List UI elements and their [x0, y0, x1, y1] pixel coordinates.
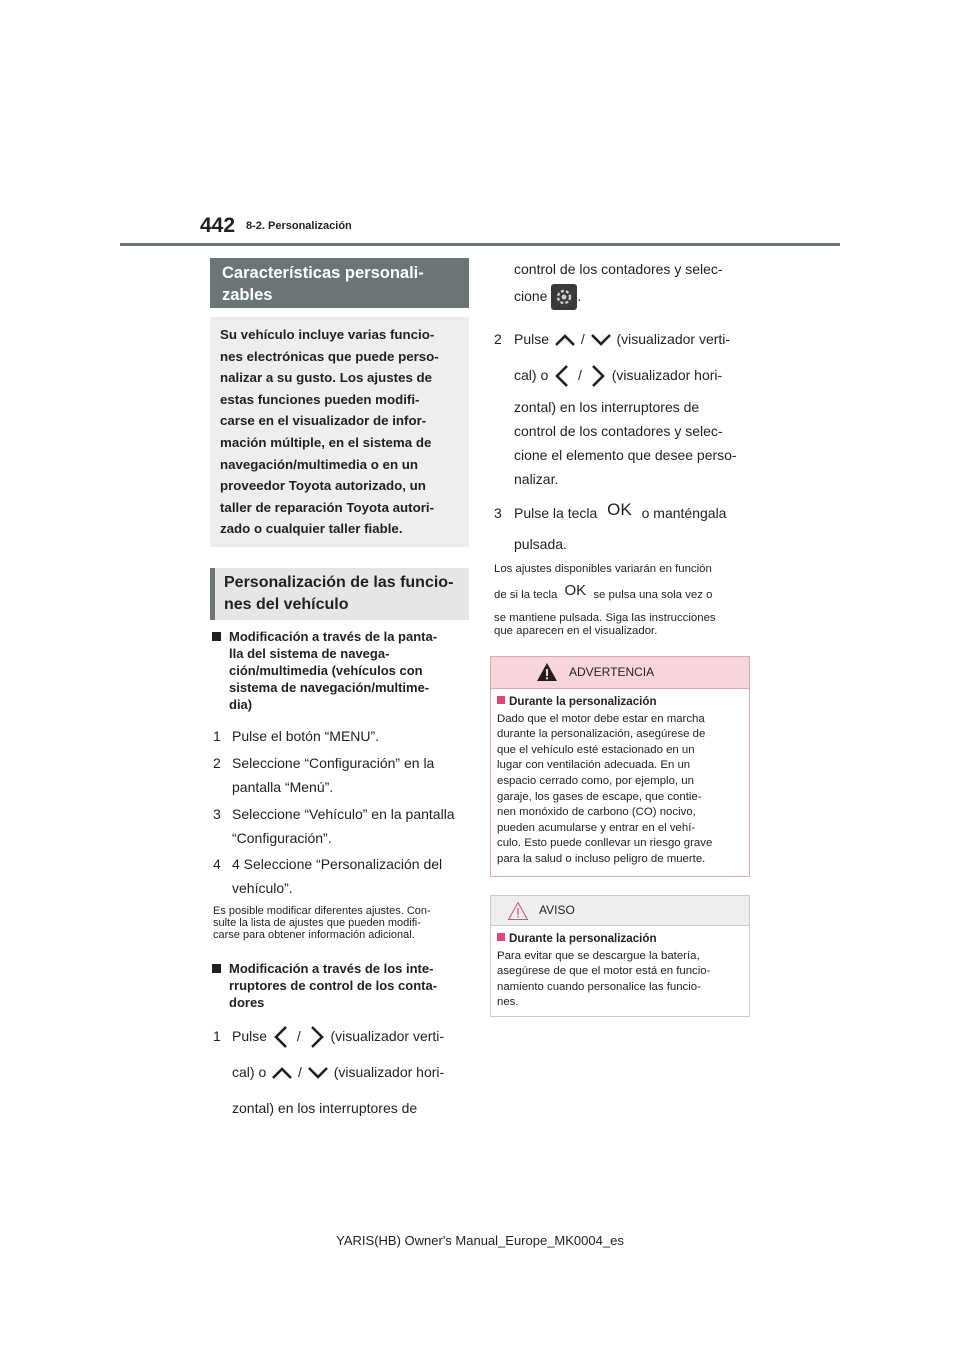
ok-key-icon: OK	[607, 500, 632, 519]
step-text: cal) o	[514, 367, 549, 383]
note-text: se pulsa una sola vez o	[593, 589, 713, 601]
warning-subhead	[497, 694, 743, 710]
step-text: (visualizador verti-	[616, 331, 731, 347]
switch-step-line	[514, 327, 754, 353]
notice-line: asegúrese de que el motor está en funcio-	[497, 965, 711, 978]
customization-heading-line: Personalización de las funcio-	[224, 574, 454, 591]
chevron-left-icon	[271, 1025, 293, 1049]
step-number: 3	[494, 505, 502, 521]
notice-line: namiento cuando personalice las funcio-	[497, 980, 701, 993]
intro-line: navegación/multimedia o en un	[220, 456, 419, 472]
notice-line: nes.	[497, 996, 519, 1009]
intro-line: carse en el visualizador de infor-	[220, 413, 427, 429]
intro-box	[210, 317, 469, 547]
intro-line: estas funciones pueden modifi-	[220, 391, 420, 407]
notice-box	[490, 895, 750, 1017]
warning-triangle-icon	[536, 662, 558, 682]
header-rule	[120, 243, 840, 246]
note-line: que aparecen en el visualizador.	[494, 625, 658, 637]
warning-line: espacio cerrado como, por ejemplo, un	[497, 774, 694, 787]
step-text: pantalla “Menú”.	[232, 779, 334, 795]
chevron-right-icon	[586, 364, 608, 388]
subheading-line: ción/multimedia (vehículos con	[229, 663, 423, 678]
switch-step-2	[494, 327, 754, 491]
switch-step-line	[232, 1060, 473, 1086]
intro-line: mación múltiple, en el sistema de	[220, 434, 432, 450]
switch-step-line	[232, 1024, 473, 1050]
warning-line: garaje, los gases de escape, que contie-	[497, 790, 702, 803]
caution-triangle-icon	[507, 901, 529, 921]
step-number: 1	[213, 728, 221, 744]
chevron-down-icon	[306, 1064, 330, 1082]
subheading-line: rruptores de control de los conta-	[229, 978, 438, 993]
ok-key-icon: OK	[564, 582, 587, 599]
customization-heading-line: nes del vehículo	[224, 596, 349, 613]
warning-line: para la salud o incluso peligro de muerte.	[497, 852, 706, 865]
step-text: Pulse el botón “MENU”.	[232, 728, 380, 744]
square-bullet-icon	[497, 933, 505, 941]
step-text: nalizar.	[514, 471, 559, 487]
continued-text: control de los contadores y selec-	[514, 261, 723, 277]
warning-line: nen monóxido de carbono (CO) nocivo,	[497, 806, 696, 819]
step-text: 4 Seleccione “Personalización del	[232, 856, 443, 872]
slash: /	[298, 1064, 302, 1080]
warning-line: que el vehículo esté estacionado en un	[497, 743, 695, 756]
switch-step-line	[514, 363, 754, 389]
notice-subhead-text: Durante la personalización	[509, 932, 657, 945]
switch-step-1	[213, 1024, 473, 1120]
notice-title: AVISO	[539, 903, 575, 917]
step-1	[213, 724, 469, 748]
step-number: 3	[213, 806, 221, 822]
warning-box	[490, 656, 750, 877]
note-settings	[213, 905, 469, 941]
square-bullet-icon	[212, 964, 221, 973]
step-text: Seleccione “Vehículo” en la pantalla	[232, 806, 455, 822]
step-text: Pulse la tecla	[514, 505, 598, 521]
step-text: cione	[514, 288, 548, 304]
customization-heading-box	[210, 568, 469, 620]
note-text: de si la tecla	[494, 589, 558, 601]
intro-line: taller de reparación Toyota autori-	[220, 499, 435, 515]
note-line: carse para obtener información adicional.	[213, 929, 415, 941]
square-bullet-icon	[212, 632, 221, 641]
step-3	[213, 802, 469, 850]
notice-header	[491, 896, 749, 926]
intro-line: nalizar a su gusto. Los ajustes de	[220, 370, 433, 386]
features-heading-box	[210, 258, 469, 308]
subheading-line: Modificación a través de los inte-	[229, 961, 434, 976]
step-text: (visualizador verti-	[330, 1028, 445, 1044]
switch-step-3	[494, 501, 754, 556]
warning-line: pueden acumularse y entrar en el vehí-	[497, 821, 696, 834]
step-text: o manténgala	[641, 505, 727, 521]
step-text: .	[577, 288, 582, 304]
slash: /	[580, 331, 585, 347]
footer: YARIS(HB) Owner's Manual_Europe_MK0004_es	[336, 1233, 624, 1248]
notice-line: Para evitar que se descargue la batería,	[497, 949, 700, 962]
note-line	[494, 582, 754, 602]
step-text: pulsada.	[514, 536, 567, 552]
subheading-line: dia)	[229, 697, 253, 712]
subheading-multimedia	[229, 628, 469, 713]
note-line: Los ajustes disponibles variarán en función	[494, 563, 712, 575]
square-bullet-icon	[497, 696, 505, 704]
warning-body	[491, 689, 749, 873]
switch-step-line	[514, 501, 754, 525]
slash: /	[578, 367, 582, 383]
notice-body	[491, 926, 749, 1016]
chevron-up-icon	[553, 331, 577, 349]
note-line: se mantiene pulsada. Siga las instrucciones	[494, 612, 716, 624]
page-number: 442	[200, 214, 236, 237]
warning-title: ADVERTENCIA	[569, 665, 655, 679]
subheading-line: Modificación a través de la panta-	[229, 629, 438, 644]
step-text: Pulse	[514, 331, 550, 347]
intro-line: Su vehículo incluye varias funcio-	[220, 327, 435, 342]
features-heading-line: Características personali-	[222, 264, 424, 282]
notice-subhead	[497, 931, 743, 947]
warning-line: lugar con ventilación adecuada. En un	[497, 759, 691, 772]
step-text: cal) o	[232, 1064, 267, 1080]
step-number: 1	[213, 1028, 221, 1044]
step-text: “Configuración”.	[232, 830, 332, 846]
step-number: 4	[213, 856, 221, 872]
warning-header	[491, 657, 749, 689]
intro-line: zado o cualquier taller fiable.	[220, 521, 403, 537]
note-ok-key	[494, 563, 754, 638]
step-number: 2	[494, 331, 502, 347]
section-title: 8-2. Personalización	[246, 220, 352, 232]
warning-line: durante la personalización, asegúrese de	[497, 728, 706, 741]
step-text: (visualizador hori-	[333, 1064, 445, 1080]
subheading-line: dores	[229, 995, 265, 1010]
step-2	[213, 751, 469, 799]
chevron-up-icon	[270, 1064, 294, 1082]
warning-line: culo. Esto puede conllevar un riesgo grave	[497, 837, 713, 850]
step-text: cione el elemento que desee perso-	[514, 447, 737, 463]
intro-line: proveedor Toyota autorizado, un	[220, 478, 426, 494]
settings-gear-icon	[551, 284, 577, 310]
step-4	[213, 852, 469, 900]
step-text: Seleccione “Configuración” en la	[232, 755, 435, 771]
step-text: zontal) en los interruptores de	[232, 1100, 418, 1116]
chevron-down-icon	[589, 331, 613, 349]
step-text: Pulse	[232, 1028, 268, 1044]
subheading-line: sistema de navegación/multime-	[229, 680, 430, 695]
step-text: control de los contadores y selec-	[514, 423, 723, 439]
warning-subhead-text: Durante la personalización	[509, 695, 657, 708]
warning-line: Dado que el motor debe estar en marcha	[497, 712, 705, 725]
intro-line: nes electrónicas que puede perso-	[220, 348, 439, 364]
note-line: Es posible modificar diferentes ajustes. Con-	[213, 905, 431, 917]
continued-line	[514, 284, 754, 314]
step-text: (visualizador hori-	[611, 367, 723, 383]
chevron-right-icon	[305, 1025, 327, 1049]
chevron-left-icon	[552, 364, 574, 388]
step-text: vehículo”.	[232, 880, 293, 896]
step-number: 2	[213, 755, 221, 771]
features-heading-line: zables	[222, 286, 273, 304]
note-line: sulte la lista de ajustes que pueden modifi-	[213, 917, 421, 929]
slash: /	[296, 1028, 301, 1044]
subheading-switches	[229, 960, 469, 1011]
step-text: zontal) en los interruptores de	[514, 399, 700, 415]
subheading-line: lla del sistema de navega-	[229, 646, 390, 661]
